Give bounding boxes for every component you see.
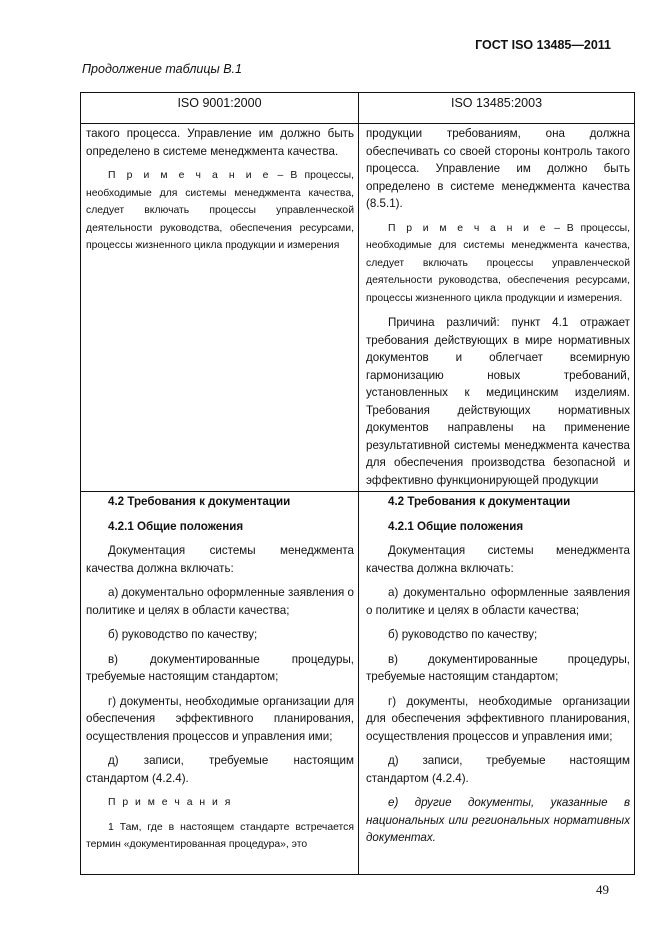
note-label: П р и м е ч а н и е [388,222,548,234]
note-text: – В процессы, необходимые для системы менеджмента качества, следует включать процессы управленческой деятельности руководства, обеспечения ресурсами, процессы жизненного цикла продукции и измерения [86,170,355,251]
section-heading: 4.2 Требования к документации [388,495,571,508]
note [86,167,354,255]
row1-left-cell [86,125,354,262]
note-item: 1 Там, где в настоящем стандарте встречается термин «документированная процедура», это [86,821,354,850]
paragraph-differences: Причина различий: пункт 4.1 отражает требования действующих в мире нормативных документов и облегчает всемирную гармонизацию новых требований, установленных к медицинским изделиям. Требования действующих нормативных документов направлены на применение результативной системы менеджмента качества для обеспечения производства безопасной и эффективно функционирующей продукции [366,316,630,487]
column-header-iso9001: ISO 9001:2000 [177,96,262,110]
section-heading: 4.2 Требования к документации [108,495,291,508]
list-item: в) документированные процедуры, требуемые настоящим стандартом; [86,652,354,683]
note-label: П р и м е ч а н и е [108,170,271,181]
standard-header: ГОСТ ISO 13485—2011 [475,38,611,52]
column-header-iso13485: ISO 13485:2003 [450,96,543,110]
notes-label: П р и м е ч а н и я [108,797,233,808]
list-item: а) документально оформленные заявления о политике и целях в области качества; [366,586,630,617]
row2-right-cell [366,493,630,854]
list-item: б) руководство по качеству; [108,628,258,641]
row2-left-cell [86,493,354,861]
subsection-heading: 4.2.1 Общие положения [388,519,524,533]
list-item: б) руководство по качеству; [388,628,538,641]
list-item: е) другие документы, указанные в национальных или региональных нормативных документах. [366,796,630,844]
row1-right-cell [366,125,630,496]
note [366,220,630,308]
list-item: г) документы, необходимые организации для обеспечения эффективного планирования, осуществления процессов и управления ими; [366,694,630,743]
paragraph: такого процесса. Управление им должно быть определено в системе менеджмента качества. [86,127,354,158]
table-caption: Продолжение таблицы В.1 [82,62,242,76]
list-item: д) записи, требуемые настоящим стандартом (4.2.4). [366,754,630,785]
note-text: – В процессы, необходимые для системы менеджмента качества, следует включать процессы управленческой деятельности руководства, обеспечения ресурсами, процессы жизненного цикла продукции и измерения. [366,222,631,304]
list-item: в) документированные процедуры, требуемые настоящим стандартом; [366,652,630,683]
paragraph: Документация системы менеджмента качества должна включать: [366,544,630,575]
list-item: д) записи, требуемые настоящим стандартом (4.2.4). [86,754,354,785]
column-divider [358,93,359,874]
page-number: 49 [596,882,609,897]
paragraph: продукции требованиям, она должна обеспечивать со своей стороны контроль такого процесса. Управление им должно быть определено в системе менеджмента качества (8.5.1). [366,127,630,210]
list-item: г) документы, необходимые организации для обеспечения эффективного планирования, осуществления процессов и управления ими; [86,694,354,743]
paragraph: Документация системы менеджмента качества должна включать: [86,544,354,575]
list-item: а) документально оформленные заявления о политике и целях в области качества; [86,586,354,617]
comparison-table [80,92,635,875]
subsection-heading: 4.2.1 Общие положения [108,519,244,533]
